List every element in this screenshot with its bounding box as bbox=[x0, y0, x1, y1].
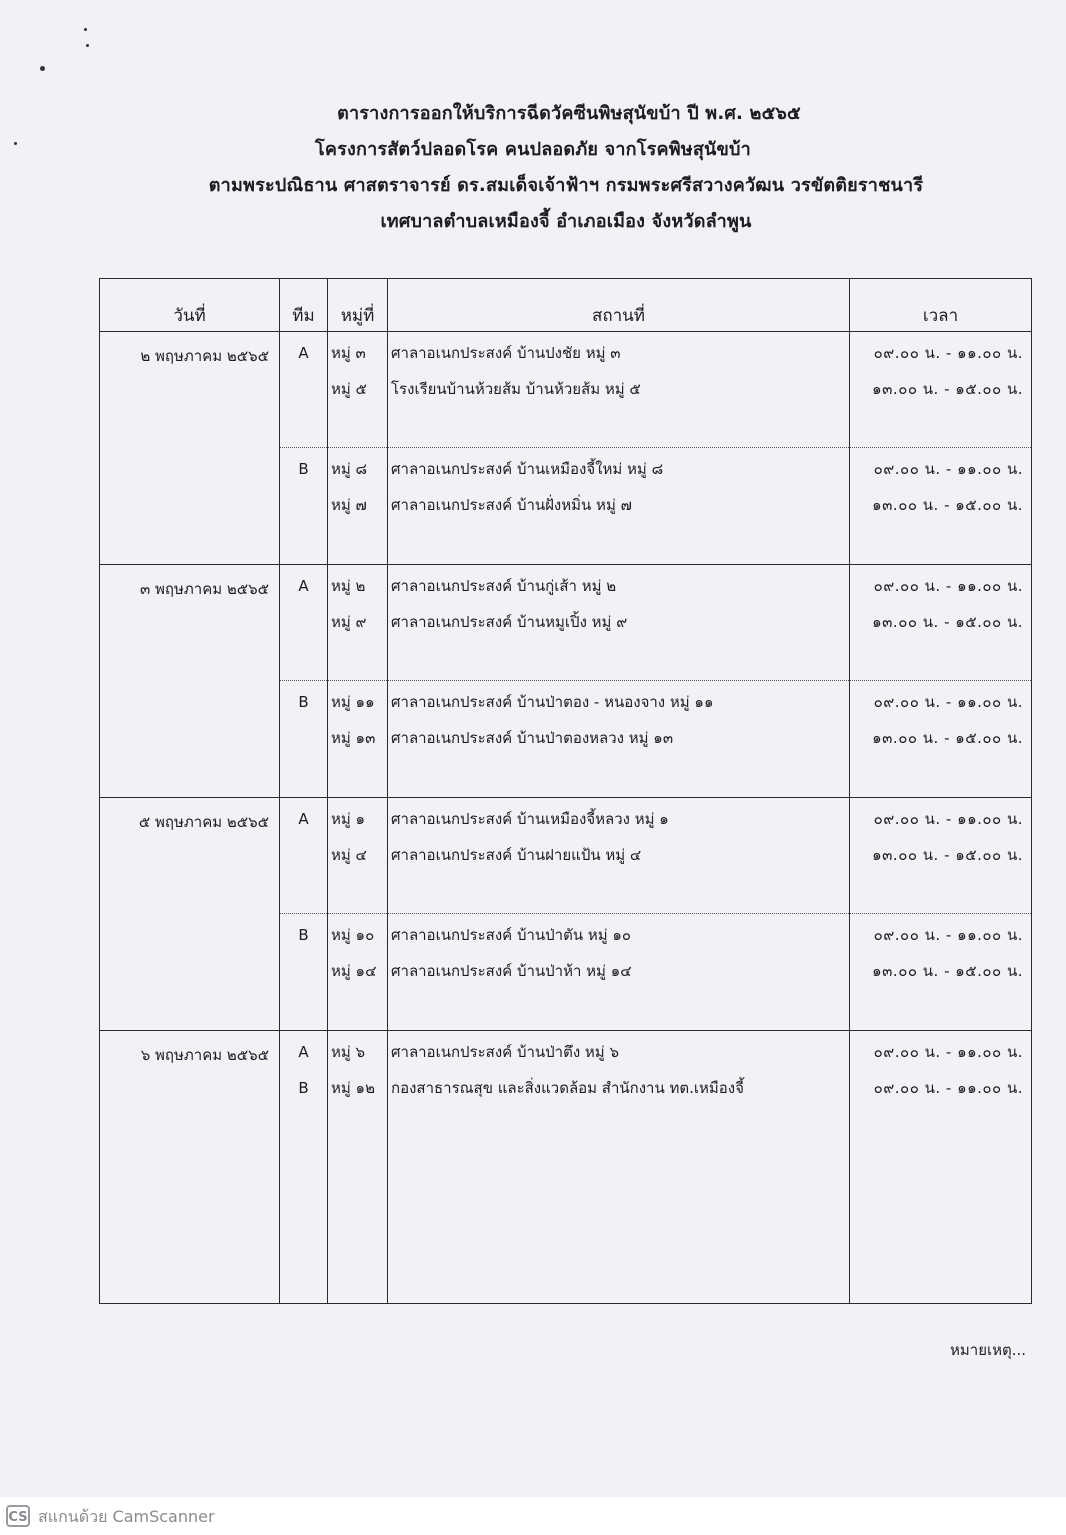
place-cell: ศาลาอเนกประสงค์ บ้านเหมืองจี้หลวง หมู่ ๑ bbox=[391, 810, 669, 828]
date-cell: ๒ พฤษภาคม ๒๕๖๕ bbox=[100, 332, 280, 565]
team-label: A bbox=[298, 810, 309, 828]
moo-cell: หมู่ ๕ bbox=[331, 380, 367, 398]
moo-cell: หมู่ ๑๐ bbox=[331, 926, 375, 944]
time-cell: ๑๓.๐๐ น. - ๑๕.๐๐ น. bbox=[872, 380, 1023, 398]
place-cell: ศาลาอเนกประสงค์ บ้านป่าตึง หมู่ ๖ bbox=[391, 1043, 619, 1061]
moo-cell: หมู่ ๑ bbox=[331, 810, 366, 828]
place-cell: ศาลาอเนกประสงค์ บ้านป่าห้า หมู่ ๑๔ bbox=[391, 962, 632, 980]
header-patronage: ตามพระปณิธาน ศาสตราจารย์ ดร.สมเด็จเจ้าฟ้าฯ กรมพระศรีสวางควัฒน วรขัตติยราชนารี bbox=[208, 175, 924, 196]
col-header-date: วันที่ bbox=[100, 279, 280, 332]
time-cell: ๐๙.๐๐ น. - ๑๑.๐๐ น. bbox=[873, 926, 1023, 944]
team-label: B bbox=[298, 460, 309, 478]
place-cell: ศาลาอเนกประสงค์ บ้านเหมืองจี้ใหม่ หมู่ ๘ bbox=[391, 460, 664, 478]
time-cell: ๑๓.๐๐ น. - ๑๕.๐๐ น. bbox=[872, 496, 1023, 514]
place-cell: ศาลาอเนกประสงค์ บ้านป่าตอง - หนองจาง หมู่ ๑๑ bbox=[391, 693, 714, 711]
date-cell: ๖ พฤษภาคม ๒๕๖๕ bbox=[100, 1031, 280, 1304]
place-cell: โรงเรียนบ้านห้วยส้ม บ้านห้วยส้ม หมู่ ๕ bbox=[391, 380, 641, 398]
time-cell: ๐๙.๐๐ น. - ๑๑.๐๐ น. bbox=[873, 693, 1023, 711]
scan-speck bbox=[84, 28, 87, 31]
team-label: A bbox=[298, 577, 309, 595]
moo-cell: หมู่ ๗ bbox=[331, 496, 367, 514]
header-project: โครงการสัตว์ปลอดโรค คนปลอดภัย จากโรคพิษสุนัขบ้า bbox=[315, 139, 751, 160]
place-cell: ศาลาอเนกประสงค์ บ้านกู่เส้า หมู่ ๒ bbox=[391, 577, 617, 595]
col-header-time: เวลา bbox=[850, 279, 1032, 332]
table-row bbox=[100, 332, 1032, 565]
time-cell: ๐๙.๐๐ น. - ๑๑.๐๐ น. bbox=[873, 460, 1023, 478]
vaccination-schedule-table bbox=[99, 278, 1032, 1304]
place-cell: ศาลาอเนกประสงค์ บ้านป่าตัน หมู่ ๑๐ bbox=[391, 926, 632, 944]
moo-cell: หมู่ ๑๒ bbox=[331, 1079, 375, 1097]
time-cell: ๐๙.๐๐ น. - ๑๑.๐๐ น. bbox=[873, 344, 1023, 362]
col-header-moo: หมู่ที่ bbox=[328, 279, 388, 332]
date-cell: ๓ พฤษภาคม ๒๕๖๕ bbox=[100, 565, 280, 798]
time-cell: ๑๓.๐๐ น. - ๑๕.๐๐ น. bbox=[872, 846, 1023, 864]
team-label: A bbox=[298, 1043, 309, 1061]
moo-cell: หมู่ ๔ bbox=[331, 846, 367, 864]
place-cell: ศาลาอเนกประสงค์ บ้านฝายแป้น หมู่ ๔ bbox=[391, 846, 642, 864]
table-row bbox=[100, 1031, 1032, 1304]
team-label: B bbox=[298, 926, 309, 944]
time-cell: ๑๓.๐๐ น. - ๑๕.๐๐ น. bbox=[872, 729, 1023, 747]
time-cell: ๐๙.๐๐ น. - ๑๑.๐๐ น. bbox=[873, 1043, 1023, 1061]
col-header-team: ทีม bbox=[280, 279, 328, 332]
time-cell: ๐๙.๐๐ น. - ๑๑.๐๐ น. bbox=[873, 1079, 1023, 1097]
time-cell: ๐๙.๐๐ น. - ๑๑.๐๐ น. bbox=[873, 810, 1023, 828]
time-cell: ๑๓.๐๐ น. - ๑๕.๐๐ น. bbox=[872, 962, 1023, 980]
date-cell: ๕ พฤษภาคม ๒๕๖๕ bbox=[100, 798, 280, 1031]
moo-cell: หมู่ ๘ bbox=[331, 460, 368, 478]
header-organization: เทศบาลตำบลเหมืองจี้ อำเภอเมือง จังหวัดลำพูน bbox=[380, 211, 752, 232]
header-title: ตารางการออกให้บริการฉีดวัคซีนพิษสุนัขบ้า ปี พ.ศ. ๒๕๖๕ bbox=[337, 103, 801, 124]
place-cell: ศาลาอเนกประสงค์ บ้านฝั่งหมิ่น หมู่ ๗ bbox=[391, 496, 632, 514]
camscanner-watermark-text: สแกนด้วย CamScanner bbox=[38, 1507, 215, 1526]
scanner-footer bbox=[0, 1497, 1066, 1535]
moo-cell: หมู่ ๑๔ bbox=[331, 962, 377, 980]
table-header-row bbox=[100, 279, 1032, 332]
moo-cell: หมู่ ๑๑ bbox=[331, 693, 375, 711]
place-cell: ศาลาอเนกประสงค์ บ้านหมูเปิ้ง หมู่ ๙ bbox=[391, 613, 628, 631]
place-cell: กองสาธารณสุข และสิ่งแวดล้อม สำนักงาน ทต.เหมืองจี้ bbox=[391, 1079, 744, 1097]
moo-cell: หมู่ ๓ bbox=[331, 344, 366, 362]
document-header bbox=[0, 96, 1066, 240]
remark-note: หมายเหตุ... bbox=[950, 1341, 1027, 1359]
moo-cell: หมู่ ๙ bbox=[331, 613, 367, 631]
table-row bbox=[100, 565, 1032, 798]
moo-cell: หมู่ ๒ bbox=[331, 577, 366, 595]
moo-cell: หมู่ ๖ bbox=[331, 1043, 366, 1061]
team-label: B bbox=[298, 693, 309, 711]
camscanner-logo-icon: CS bbox=[6, 1505, 30, 1527]
place-cell: ศาลาอเนกประสงค์ บ้านปงชัย หมู่ ๓ bbox=[391, 344, 621, 362]
place-cell: ศาลาอเนกประสงค์ บ้านป่าตองหลวง หมู่ ๑๓ bbox=[391, 729, 674, 747]
scan-speck bbox=[40, 66, 45, 71]
time-cell: ๐๙.๐๐ น. - ๑๑.๐๐ น. bbox=[873, 577, 1023, 595]
table-row bbox=[100, 798, 1032, 1031]
scan-speck bbox=[86, 44, 89, 47]
moo-cell: หมู่ ๑๓ bbox=[331, 729, 376, 747]
team-label: B bbox=[298, 1079, 309, 1097]
col-header-place: สถานที่ bbox=[388, 279, 850, 332]
team-label: A bbox=[298, 344, 309, 362]
time-cell: ๑๓.๐๐ น. - ๑๕.๐๐ น. bbox=[872, 613, 1023, 631]
